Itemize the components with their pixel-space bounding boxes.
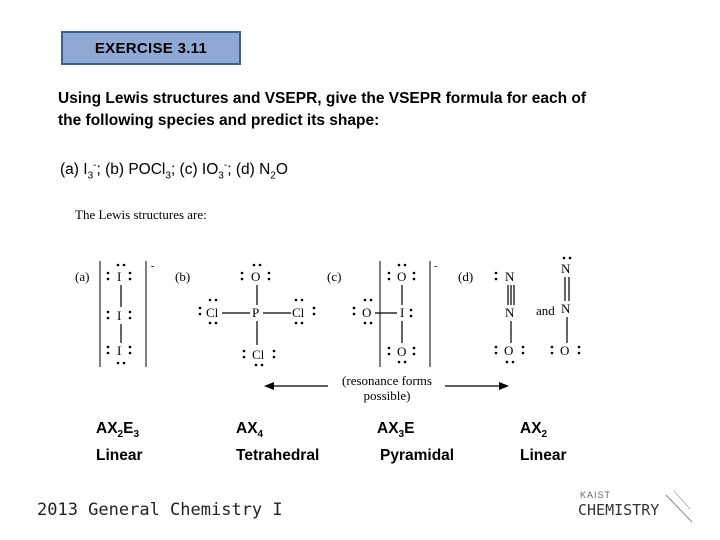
species-a-sub: 3 xyxy=(87,170,94,182)
structure-c xyxy=(353,261,438,367)
atom-n-mid-d2: N xyxy=(561,301,571,316)
species-a: (a) I xyxy=(60,161,88,179)
and-text: and xyxy=(536,303,555,318)
answer-d-formula xyxy=(520,418,567,445)
resonance-label-2: possible) xyxy=(363,388,411,403)
answer-d-sub1: 2 xyxy=(541,429,548,441)
species-b: ; (b) POCl xyxy=(96,161,166,179)
answer-b xyxy=(236,418,319,466)
label-b: (b) xyxy=(175,269,191,284)
atom-i-middle: I xyxy=(117,308,122,323)
answer-c-sub1: 3 xyxy=(398,429,405,441)
atom-p: P xyxy=(252,305,260,320)
answer-c-shape: Pyramidal xyxy=(380,447,455,465)
answer-a-formula xyxy=(96,418,143,445)
footer-course-title: 2013 General Chemistry I xyxy=(37,500,283,520)
species-a-sup: - xyxy=(93,160,97,171)
atom-o-d1: O xyxy=(504,343,514,358)
species-b-sub: 3 xyxy=(165,170,171,182)
species-c: ; (c) IO xyxy=(170,161,219,179)
atom-o-left-c: O xyxy=(362,305,372,320)
answer-a xyxy=(96,418,143,466)
atom-n-top-d1: N xyxy=(505,269,515,284)
answer-c-e: E xyxy=(404,420,415,437)
answer-d xyxy=(520,418,567,466)
atom-i-top: I xyxy=(117,269,122,284)
species-list xyxy=(60,160,288,181)
atom-o-b: O xyxy=(251,269,261,284)
answer-c-ax: AX xyxy=(377,420,399,437)
atom-i-c: I xyxy=(400,305,405,320)
label-d: (d) xyxy=(458,269,474,284)
atom-cl-right: Cl xyxy=(292,305,305,320)
atom-n-mid-d1: N xyxy=(505,305,515,320)
answer-b-ax: AX xyxy=(236,420,258,437)
species-d-tail: O xyxy=(275,161,288,179)
lewis-structures-figure xyxy=(60,195,660,415)
species-d: ; (d) N xyxy=(227,161,271,179)
answer-a-sub2: 3 xyxy=(133,429,140,441)
minus-a: - xyxy=(151,261,155,272)
label-c: (c) xyxy=(327,269,342,284)
species-d-sub: 2 xyxy=(270,170,276,182)
kaist-chemistry-logo xyxy=(576,485,696,525)
structure-a xyxy=(100,261,154,367)
label-a: (a) xyxy=(75,269,90,284)
lewis-heading: The Lewis structures are: xyxy=(75,207,207,222)
question-line-1: Using Lewis structures and VSEPR, give the VSEPR formula for each of xyxy=(58,90,586,107)
exercise-title: EXERCISE 3.11 xyxy=(94,39,208,57)
structure-b xyxy=(199,264,316,367)
logo-line-2: CHEMISTRY xyxy=(578,501,660,519)
structure-d1 xyxy=(495,269,525,363)
exercise-title-box xyxy=(61,31,241,65)
answer-b-shape: Tetrahedral xyxy=(236,447,320,465)
answer-b-sub1: 4 xyxy=(257,429,264,441)
atom-cl-bottom: Cl xyxy=(252,347,265,362)
atom-cl-left: Cl xyxy=(206,305,219,320)
resonance-label-1: (resonance forms xyxy=(342,373,432,388)
atom-i-bottom: I xyxy=(117,343,122,358)
answer-d-ax: AX xyxy=(520,420,542,437)
structure-d2 xyxy=(551,257,581,358)
species-c-sub: 3 xyxy=(218,170,224,182)
answer-b-formula xyxy=(236,418,319,445)
answer-a-shape: Linear xyxy=(96,447,143,465)
logo-line-1: KAIST xyxy=(580,490,612,500)
answer-a-sub1: 2 xyxy=(117,429,124,441)
species-c-sup: - xyxy=(223,160,228,171)
atom-n-top-d2: N xyxy=(561,261,571,276)
answer-c-formula xyxy=(377,418,454,445)
question-line-2: the following species and predict its shape: xyxy=(58,112,380,129)
atom-o-top-c: O xyxy=(397,269,407,284)
question-text xyxy=(58,88,698,132)
answer-c xyxy=(377,418,454,466)
minus-c: - xyxy=(434,261,438,272)
answer-a-ax: AX xyxy=(96,420,118,437)
atom-o-d2: O xyxy=(560,343,570,358)
answer-d-shape: Linear xyxy=(520,447,567,465)
atom-o-bottom-c: O xyxy=(397,344,407,359)
answer-a-e: E xyxy=(123,420,134,437)
